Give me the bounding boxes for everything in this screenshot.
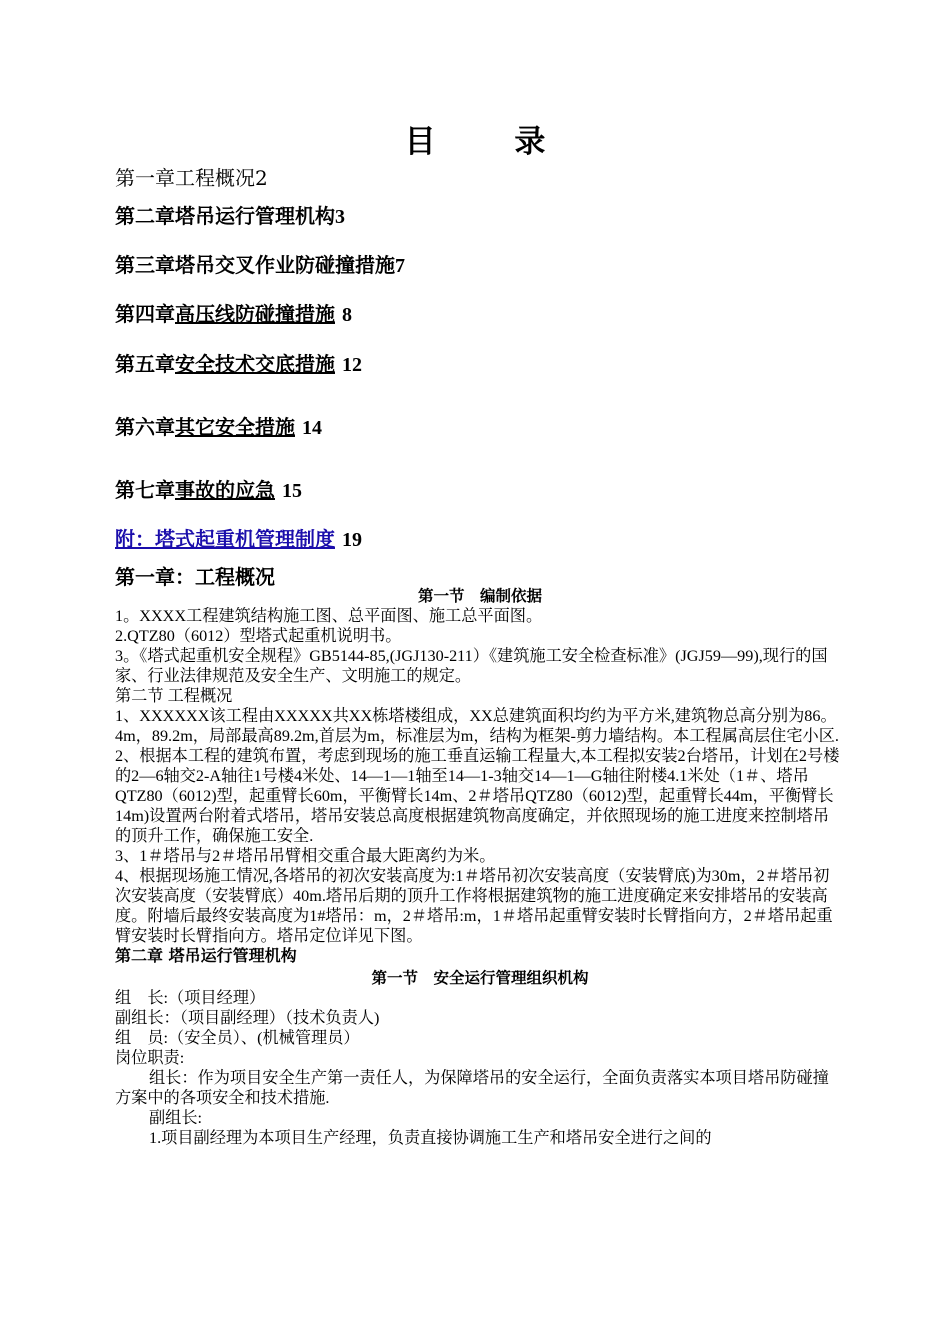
toc-item-label: 第四章 [115, 302, 175, 326]
section-heading: 第二节 工程概况 [115, 687, 233, 705]
toc-item-5[interactable] [115, 348, 362, 377]
toc-item-link[interactable]: 安全技术交底措施 [175, 352, 335, 376]
paragraph: 4、根据现场施工情况,各塔吊的初次安装高度为:1＃塔吊初次安装高度（安装臂底)为30m，2＃塔吊初次安装高度（安装臂底）40m.塔吊后期的顶升工作将根据建筑物的施工进度确定来安排塔吊的安装高度。附墙后最终安装高度为1#塔吊：m，2＃塔吊:m，1＃塔吊起重臂安装时长臂指向方，2＃塔吊起重臂安装时长臂指向方。塔吊定位详见下图。 [115, 867, 833, 945]
toc-item-page: 8 [341, 304, 352, 326]
paragraph: 3。《塔式起重机安全规程》GB5144-85,(JGJ130-211）《建筑施工安全检查标准》(JGJ59—99),现行的国家、行业法律规范及安全生产、文明施工的规定。 [115, 647, 828, 685]
toc-item-page: 15 [281, 480, 302, 502]
toc-item-7[interactable] [115, 474, 302, 503]
paragraph: 3、1＃塔吊与2＃塔吊吊臂相交重合最大距离约为米。 [115, 847, 496, 865]
toc-item-label: 第五章 [115, 352, 175, 376]
paragraph: 2.QTZ80（6012）型塔式起重机说明书。 [115, 627, 402, 645]
toc-item-label: 第一章工程概况 [115, 166, 255, 190]
toc-item-page: 2 [255, 166, 268, 190]
toc-item-2[interactable] [115, 200, 345, 229]
toc-item-page: 19 [341, 529, 362, 551]
paragraph: 岗位职责: [115, 1049, 185, 1067]
chapter2-title: 第二章 塔吊运行管理机构 [115, 946, 297, 965]
toc-item-3[interactable] [115, 249, 405, 278]
toc-item-link[interactable]: 高压线防碰撞措施 [175, 302, 335, 326]
paragraph: 1。XXXX工程建筑结构施工图、总平面图、施工总平面图。 [115, 607, 543, 625]
paragraph: 组 员:（安全员）、(机械管理员） [115, 1029, 360, 1047]
toc-item-link[interactable]: 其它安全措施 [175, 415, 295, 439]
chapter1-body [115, 586, 845, 1148]
paragraph: 1、XXXXXX该工程由XXXXX共XX栋塔楼组成，XX总建筑面积均约为平方米,建筑物总高分别为86。4m，89.2m，局部最高89.2m,首层为m，标准层为m，结构为框架-剪力墙结构。本工程属高层住宅小区. [115, 707, 839, 745]
paragraph: 组长：作为项目安全生产第一责任人，为保障塔吊的安全运行，全面负责落实本项目塔吊防碰撞方案中的各项安全和技术措施. [115, 1069, 829, 1107]
paragraph: 2、根据本工程的建筑布置，考虑到现场的施工垂直运输工程量大,本工程拟安装2台塔吊，计划在2号楼的2—6轴交2-A轴往1号楼4米处、14—1—1轴至14—1-3轴交14—1—G轴往附楼4.1米处（1＃、塔吊QTZ80（6012)型，起重臂长60m，平衡臂长14m、2＃塔吊QTZ80（6012)型，起重臂长44m，平衡臂长14m)设置两台附着式塔吊，塔吊安装总高度根据建筑物高度确定，并依照现场的施工进度来控制塔吊的顶升工作，确保施工安全. [115, 747, 840, 845]
toc-item-page: 3 [335, 206, 345, 228]
toc-item-label: 第二章塔吊运行管理机构 [115, 204, 335, 228]
paragraph: 组 长:（项目经理） [115, 989, 266, 1007]
toc-item-label: 第三章塔吊交叉作业防碰撞措施 [115, 253, 395, 277]
toc-item-label: 第六章 [115, 415, 175, 439]
toc-item-8[interactable] [115, 523, 362, 552]
toc-item-link[interactable]: 附：塔式起重机管理制度 [115, 527, 335, 551]
paragraph: 副组长：（项目副经理）（技术负责人) [115, 1009, 380, 1027]
toc-title: 目 录 [404, 124, 580, 160]
chapter1-title: 第一章：工程概况 [115, 565, 275, 589]
toc-item-page: 7 [395, 255, 405, 277]
paragraph: 1.项目副经理为本项目生产经理，负责直接协调施工生产和塔吊安全进行之间的 [149, 1129, 712, 1147]
toc-item-label: 第七章 [115, 478, 175, 502]
section-heading: 第一节 安全运行管理组织机构 [371, 969, 589, 987]
toc-item-4[interactable] [115, 298, 352, 327]
toc-item-page: 14 [301, 417, 322, 439]
toc-item-1[interactable] [115, 162, 268, 191]
toc-item-6[interactable] [115, 411, 322, 440]
paragraph: 副组长: [149, 1109, 203, 1127]
section-heading: 第一节 编制依据 [417, 587, 542, 605]
toc-item-page: 12 [341, 354, 362, 376]
toc-item-link[interactable]: 事故的应急 [175, 478, 275, 502]
